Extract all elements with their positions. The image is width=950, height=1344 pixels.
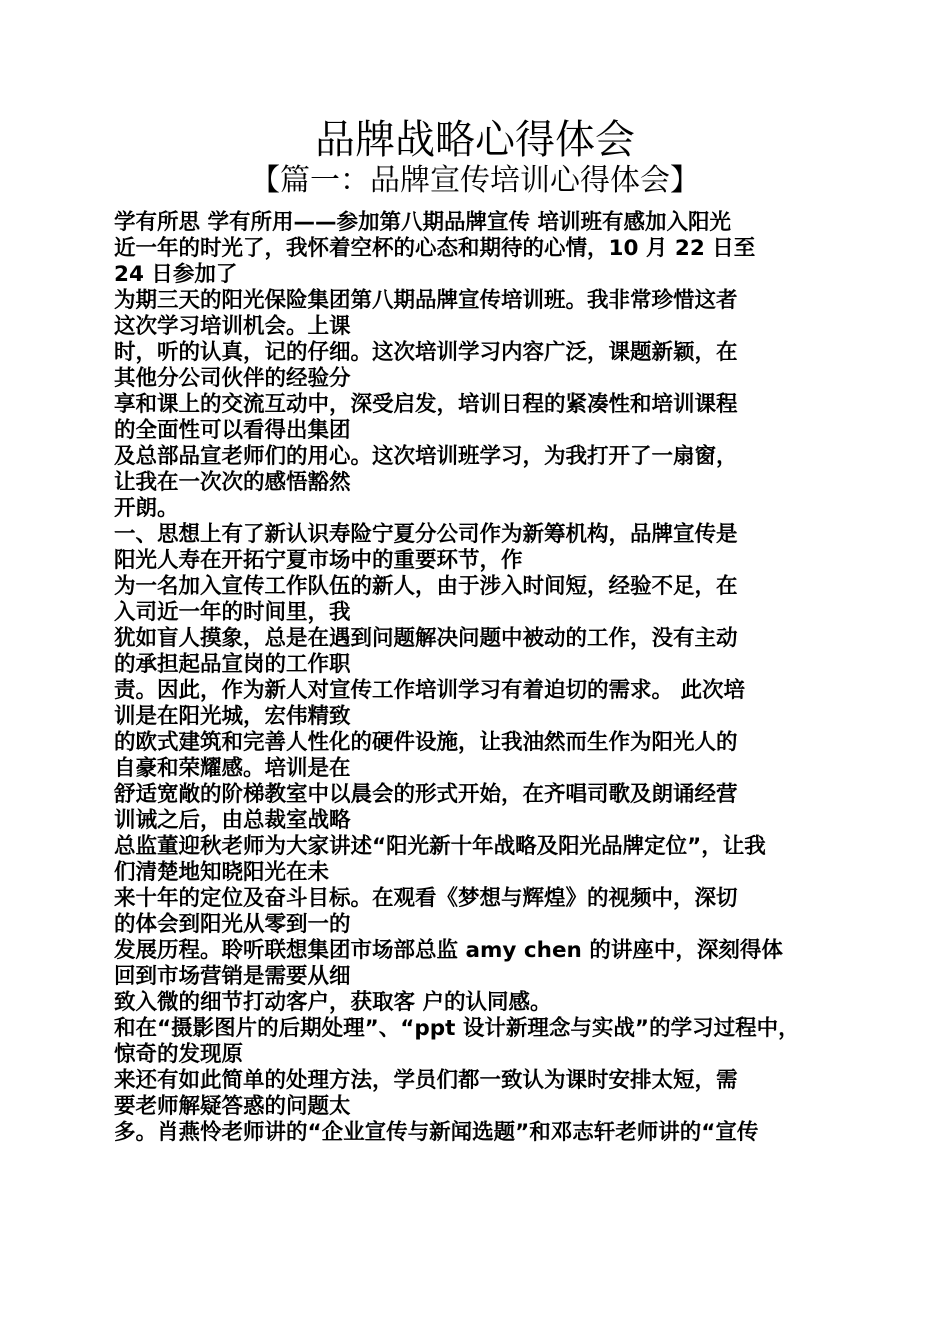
body-line: 的体会到阳光从零到一的 xyxy=(114,912,351,937)
body-line: 惊奇的发现原 xyxy=(114,1042,244,1067)
body-line: 舒适宽敞的阶梯教室中以晨会的形式开始，在齐唱司歌及朗诵经营 xyxy=(114,782,738,807)
body-line: 为一名加入宣传工作队伍的新人，由于涉入时间短，经验不足，在 xyxy=(114,574,738,599)
body-line: 的全面性可以看得出集团 xyxy=(114,418,351,443)
document-body xyxy=(114,210,844,1146)
body-line: 24 日参加了 xyxy=(114,262,238,287)
body-line: 总监董迎秋老师为大家讲述“阳光新十年战略及阳光品牌定位”，让我 xyxy=(114,834,766,859)
body-line: 入司近一年的时间里，我 xyxy=(114,600,351,625)
body-line: 犹如盲人摸象，总是在遇到问题解决问题中被动的工作，没有主动 xyxy=(114,626,738,651)
body-line: 回到市场营销是需要从细 xyxy=(114,964,351,989)
body-line: 一、思想上有了新认识寿险宁夏分公司作为新筹机构，品牌宣传是 xyxy=(114,522,738,547)
body-line: 们清楚地知晓阳光在未 xyxy=(114,860,330,885)
body-line: 这次学习培训机会。上课 xyxy=(114,314,351,339)
body-line: 开朗。 xyxy=(114,496,179,521)
body-line: 致入微的细节打动客户，获取客 户的认同感。 xyxy=(114,990,552,1015)
body-line: 来还有如此简单的处理方法，学员们都一致认为课时安排太短，需 xyxy=(114,1068,738,1093)
body-line: 要老师解疑答惑的问题太 xyxy=(114,1094,351,1119)
body-line: 近一年的时光了，我怀着空杯的心态和期待的心情，10 月 22 日至 xyxy=(114,236,756,261)
document-subtitle: 【篇一：品牌宣传培训心得体会】 xyxy=(250,163,700,198)
body-line: 训诫之后，由总裁室战略 xyxy=(114,808,351,833)
body-line: 多。肖燕怜老师讲的“企业宣传与新闻选题”和邓志轩老师讲的“宣传 xyxy=(114,1120,759,1145)
body-line: 时，听的认真，记的仔细。这次培训学习内容广泛，课题新颖，在 xyxy=(114,340,738,365)
body-line: 让我在一次次的感悟豁然 xyxy=(114,470,351,495)
body-line: 学有所思 学有所用——参加第八期品牌宣传 培训班有感加入阳光 xyxy=(114,210,731,235)
body-line: 责。因此，作为新人对宣传工作培训学习有着迫切的需求。 此次培 xyxy=(114,678,745,703)
body-line: 阳光人寿在开拓宁夏市场中的重要环节，作 xyxy=(114,548,523,573)
document-title: 品牌战略心得体会 xyxy=(315,117,635,163)
body-line: 其他分公司伙伴的经验分 xyxy=(114,366,351,391)
body-line: 来十年的定位及奋斗目标。在观看《梦想与辉煌》的视频中，深切 xyxy=(114,886,738,911)
body-line: 的欧式建筑和完善人性化的硬件设施，让我油然而生作为阳光人的 xyxy=(114,730,738,755)
body-line: 享和课上的交流互动中，深受启发，培训日程的紧凑性和培训课程 xyxy=(114,392,738,417)
body-line: 发展历程。聆听联想集团市场部总监 amy chen 的讲座中，深刻得体 xyxy=(114,938,783,963)
body-line: 训是在阳光城，宏伟精致 xyxy=(114,704,351,729)
body-line: 的承担起品宣岗的工作职 xyxy=(114,652,351,677)
body-line: 和在“摄影图片的后期处理”、“ppt 设计新理念与实战”的学习过程中， xyxy=(114,1016,800,1041)
body-line: 为期三天的阳光保险集团第八期品牌宣传培训班。我非常珍惜这者 xyxy=(114,288,738,313)
body-line: 及总部品宣老师们的用心。这次培训班学习，为我打开了一扇窗， xyxy=(114,444,738,469)
body-line: 自豪和荣耀感。培训是在 xyxy=(114,756,351,781)
